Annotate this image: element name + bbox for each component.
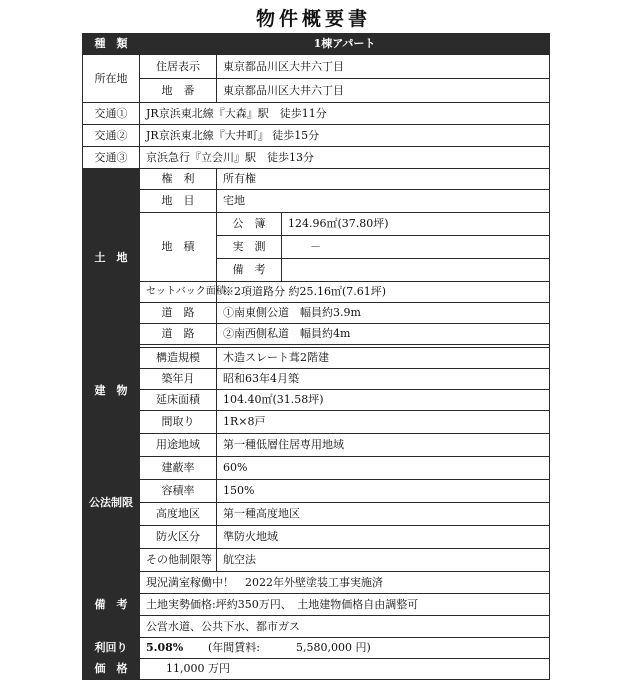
address-label: 住居表示 — [140, 55, 217, 79]
land-area-label: 地 積 — [140, 213, 217, 282]
built-date-value: 昭和63年4月築 — [217, 369, 550, 390]
land-category-value: 宅地 — [217, 190, 550, 213]
annual-rent-value: 5,580,000 円) — [296, 641, 371, 654]
rights-label: 権 利 — [140, 169, 217, 190]
other-restrictions-value: 航空法 — [217, 549, 550, 572]
price-label: 価 格 — [83, 659, 140, 680]
fire-zone-label: 防火区分 — [140, 526, 217, 549]
registered-area-value: 124.96㎡(37.80坪) — [282, 213, 550, 236]
type-value: 1棟アパート — [140, 34, 550, 55]
road-2-label: 道 路 — [140, 324, 217, 345]
building-label: 建 物 — [83, 348, 140, 434]
land-category-label: 地 目 — [140, 190, 217, 213]
zoning-label: 用途地域 — [140, 434, 217, 457]
rights-value: 所有権 — [217, 169, 550, 190]
notes-line-1: 現況満室稼働中！ 2022年外壁塗装工事実施済 — [140, 572, 550, 594]
yield-label: 利回り — [83, 638, 140, 659]
coverage-label: 建蔽率 — [140, 457, 217, 480]
transport-1-label: 交通① — [83, 103, 140, 125]
road-2-value: ②南西側私道 幅員約4m — [217, 324, 550, 345]
measured-area-label: 実 測 — [217, 236, 282, 259]
road-1-value: ①南東側公道 幅員約3.9m — [217, 303, 550, 324]
area-remarks-label: 備 考 — [217, 259, 282, 282]
floor-area-ratio-label: 容積率 — [140, 480, 217, 503]
floor-plan-value: 1R×8戸 — [217, 411, 550, 434]
regulations-label: 公法制限 — [83, 434, 140, 572]
floor-plan-label: 間取り — [140, 411, 217, 434]
transport-3-label: 交通③ — [83, 147, 140, 169]
transport-1-value: JR京浜東北線『大森』駅 徒歩11分 — [140, 103, 550, 125]
page-title: 物件概要書 — [255, 8, 371, 30]
built-date-label: 築年月 — [140, 369, 217, 390]
area-remarks-value — [282, 259, 550, 282]
floor-area-label: 延床面積 — [140, 390, 217, 411]
setback-value: ※2項道路分 約25.16㎡(7.61坪) — [217, 282, 550, 303]
zoning-value: 第一種低層住居専用地域 — [217, 434, 550, 457]
yield-row — [140, 638, 550, 659]
structure-label: 構造規模 — [140, 348, 217, 369]
measured-area-value: － — [282, 236, 550, 259]
setback-label: セットバック面積 — [140, 282, 217, 303]
height-district-value: 第一種高度地区 — [217, 503, 550, 526]
floor-area-ratio-value: 150% — [217, 480, 550, 503]
property-summary-table — [82, 33, 550, 680]
notes-line-2: 土地実勢価格:坪約350万円、 土地建物価格自由調整可 — [140, 594, 550, 616]
annual-rent-label: (年間賃料: — [208, 641, 260, 654]
height-district-label: 高度地区 — [140, 503, 217, 526]
land-label: 土 地 — [83, 169, 140, 348]
coverage-value: 60% — [217, 457, 550, 480]
transport-2-label: 交通② — [83, 125, 140, 147]
yield-value: 5.08% — [146, 641, 184, 654]
floor-area-value: 104.40㎡(31.58坪) — [217, 390, 550, 411]
lot-label: 地 番 — [140, 79, 217, 103]
address-value: 東京都品川区大井六丁目 — [217, 55, 550, 79]
location-label: 所在地 — [83, 55, 140, 103]
other-restrictions-label: その他制限等 — [140, 549, 217, 572]
transport-3-value: 京浜急行『立会川』駅 徒歩13分 — [140, 147, 550, 169]
structure-value: 木造スレート葺2階建 — [217, 348, 550, 369]
lot-value: 東京都品川区大井六丁目 — [217, 79, 550, 103]
fire-zone-value: 準防火地域 — [217, 526, 550, 549]
type-label: 種 類 — [83, 34, 140, 55]
price-value: 11,000 万円 — [140, 659, 550, 680]
notes-line-3: 公営水道、公共下水、都市ガス — [140, 616, 550, 638]
registered-area-label: 公 簿 — [217, 213, 282, 236]
notes-label: 備 考 — [83, 572, 140, 638]
transport-2-value: JR京浜東北線『大井町』 徒歩15分 — [140, 125, 550, 147]
road-1-label: 道 路 — [140, 303, 217, 324]
